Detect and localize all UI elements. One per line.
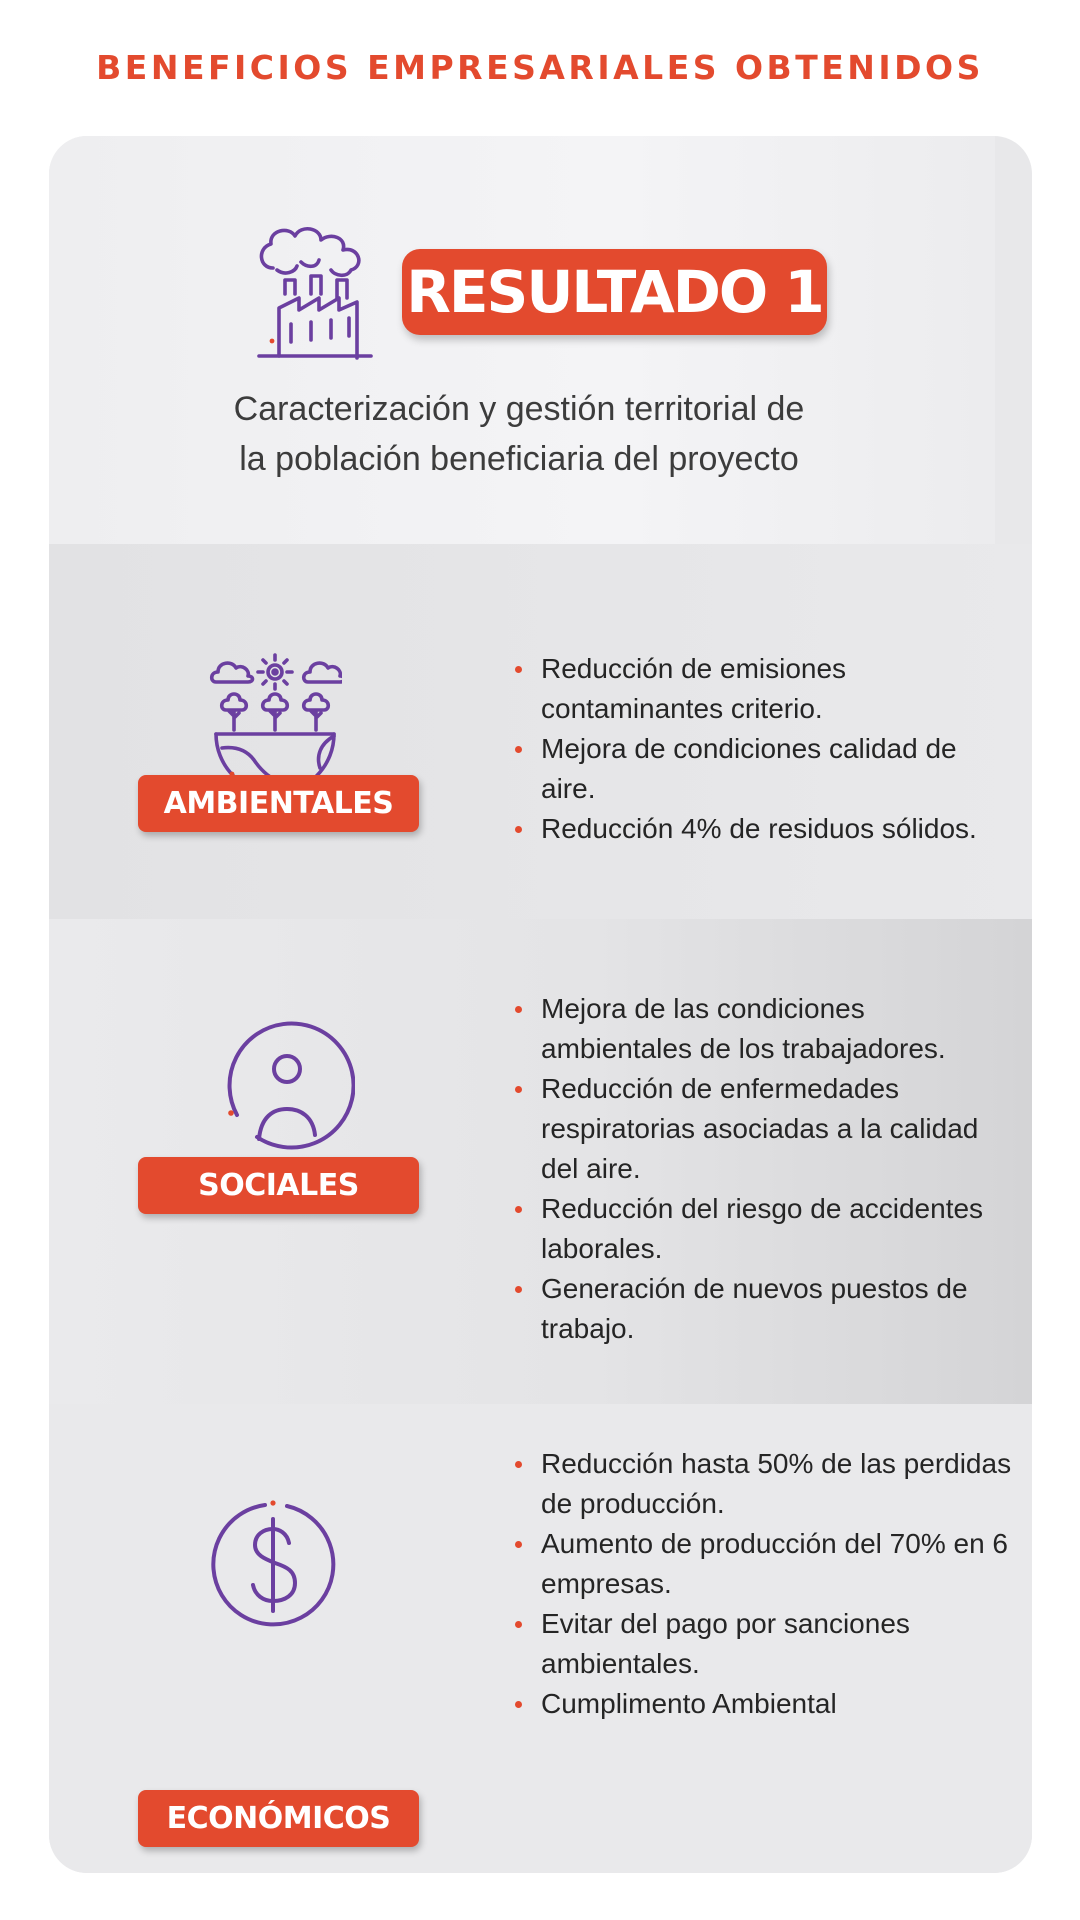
list-item: Reducción hasta 50% de las perdidas de producción. [512,1444,1012,1524]
label-economicos: ECONÓMICOS [138,1790,419,1847]
list-item: Reducción de enfermedades respiratorias asociadas a la calidad del aire. [512,1069,1012,1189]
list-item: Reducción del riesgo de accidentes laborales. [512,1189,1012,1269]
section-economicos [49,1404,1032,1873]
result-header [49,136,995,544]
list-item: Evitar del pago por sanciones ambientales. [512,1604,1012,1684]
user-circle-icon [215,1011,355,1151]
list-item: Mejora de condiciones calidad de aire. [512,729,1012,809]
dollar-circle-icon [209,1499,339,1631]
result-badge: RESULTADO 1 [402,249,827,335]
list-item: Cumplimento Ambiental [512,1684,1012,1724]
label-ambientales: AMBIENTALES [138,775,419,832]
result-description-line-1: Caracterización y gestión territorial de [233,390,805,428]
bullet-list-sociales [512,989,1012,1349]
list-item: Reducción 4% de residuos sólidos. [512,809,1012,849]
list-item: Aumento de producción del 70% en 6 empresas. [512,1524,1012,1604]
label-sociales: SOCIALES [138,1157,419,1214]
bullet-list-ambientales [512,649,1012,849]
list-item: Generación de nuevos puestos de trabajo. [512,1269,1012,1349]
result-description [199,384,839,484]
section-ambientales [49,544,1032,919]
benefits-card [49,136,1032,1873]
list-item: Reducción de emisiones contaminantes criterio. [512,649,1012,729]
result-description-line-2: la población beneficiaria del proyecto [239,440,799,478]
page-title: BENEFICIOS EMPRESARIALES OBTENIDOS [96,48,984,87]
list-item: Mejora de las condiciones ambientales de los trabajadores. [512,989,1012,1069]
section-sociales [49,919,1032,1404]
bullet-list-economicos [512,1444,1012,1724]
factory-smoke-icon [255,224,379,360]
